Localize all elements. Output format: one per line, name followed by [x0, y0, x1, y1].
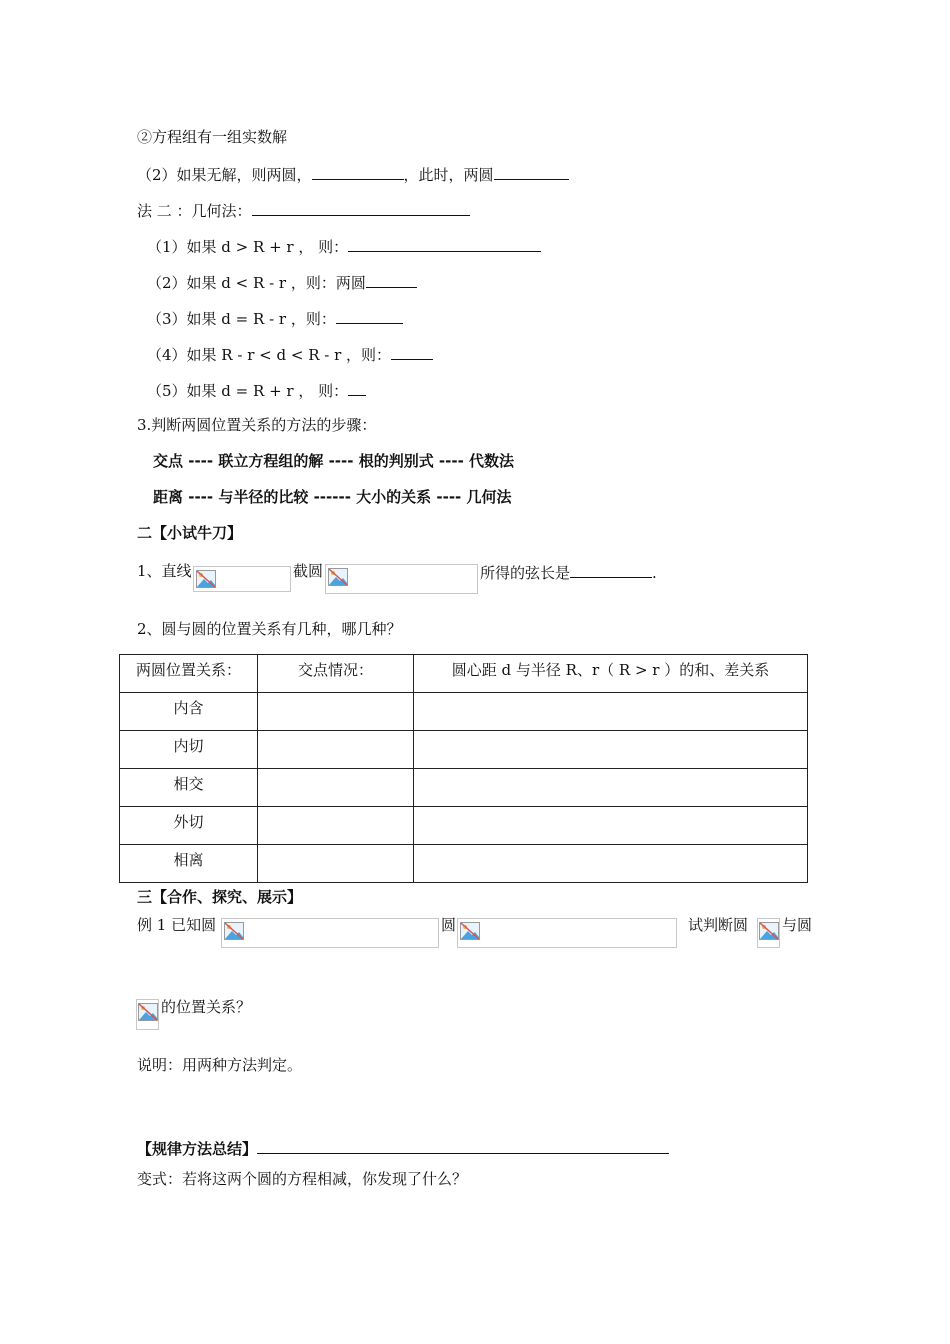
table-header: 交点情况：: [297, 661, 373, 679]
broken-image-icon: [460, 922, 480, 940]
answer-cell[interactable]: [258, 769, 414, 807]
row-label: 内含: [173, 699, 204, 717]
table-row: [120, 731, 808, 769]
example-1-a: 例 1 已知圆: [137, 916, 217, 934]
step-algebraic: 交点 ---- 联立方程组的解 ---- 根的判别式 ---- 代数法: [153, 452, 515, 470]
row-label: 内切: [173, 737, 204, 755]
relationship-table: [119, 654, 808, 883]
answer-cell[interactable]: [258, 807, 414, 845]
section-heading: 二【小试牛刀】: [137, 524, 243, 542]
step-geometric: 距离 ---- 与半径的比较 ------ 大小的关系 ---- 几何法: [153, 488, 512, 506]
formula-image: [221, 918, 439, 948]
text-line: ②方程组有一组实数解: [137, 128, 288, 146]
question-1-b: 截圆: [293, 562, 324, 580]
broken-image-icon: [759, 922, 779, 940]
row-label: 相离: [173, 851, 204, 869]
table-row: [120, 769, 808, 807]
answer-cell[interactable]: [258, 693, 414, 731]
formula-image: [457, 918, 677, 948]
formula-image: [325, 564, 478, 594]
broken-image-icon: [328, 568, 348, 586]
example-1-e: 的位置关系？: [161, 998, 252, 1016]
answer-cell[interactable]: [414, 845, 808, 883]
variant-question: 变式：若将这两个圆的方程相减，你发现了什么？: [137, 1170, 468, 1188]
condition-1: （1）如果 d > R + r ， 则：: [147, 235, 541, 257]
answer-cell[interactable]: [414, 807, 808, 845]
condition-3: （3）如果 d = R - r ，则：: [147, 307, 403, 329]
answer-cell[interactable]: [258, 731, 414, 769]
table-header: 圆心距 d 与半径 R、r（ R > r ）的和、差关系: [451, 661, 770, 679]
row-label: 外切: [173, 813, 204, 831]
table-header: 两圆位置关系：: [135, 661, 241, 679]
table-row: [120, 807, 808, 845]
question-1-c: 所得的弦长是 .: [480, 561, 657, 583]
example-1-b: 圆: [441, 916, 457, 934]
formula-image: [136, 999, 159, 1030]
text-line: （2）如果无解，则两圆， ，此时，两圆: [137, 163, 569, 185]
question-2: 2、圆与圆的位置关系有几种，哪几种？: [137, 620, 402, 638]
broken-image-icon: [138, 1003, 158, 1021]
table-header-row: [120, 655, 808, 693]
table-row: [120, 845, 808, 883]
formula-image: [757, 918, 780, 948]
table-row: [120, 693, 808, 731]
answer-cell[interactable]: [414, 731, 808, 769]
answer-cell[interactable]: [258, 845, 414, 883]
example-1-c: 试判断圆: [688, 916, 749, 934]
row-label: 相交: [173, 775, 204, 793]
broken-image-icon: [196, 570, 216, 588]
text-line: 3.判断两圆位置关系的方法的步骤：: [137, 416, 377, 434]
condition-4: （4）如果 R - r < d < R - r ，则：: [147, 343, 433, 365]
note: 说明：用两种方法判定。: [137, 1056, 303, 1074]
answer-cell[interactable]: [414, 769, 808, 807]
question-1-a: 1、直线: [137, 562, 192, 580]
text-line: 法 二 ：几何法：: [137, 199, 470, 221]
formula-image: [193, 566, 291, 592]
broken-image-icon: [224, 922, 244, 940]
example-1-d: 与圆: [782, 916, 813, 934]
answer-cell[interactable]: [414, 693, 808, 731]
section-heading: 三【合作、探究、展示】: [137, 888, 303, 906]
summary-line: 【规律方法总结】: [137, 1137, 669, 1159]
condition-2: （2）如果 d < R - r ，则：两圆: [147, 271, 417, 293]
condition-5: （5）如果 d = R + r ， 则：: [147, 379, 366, 401]
